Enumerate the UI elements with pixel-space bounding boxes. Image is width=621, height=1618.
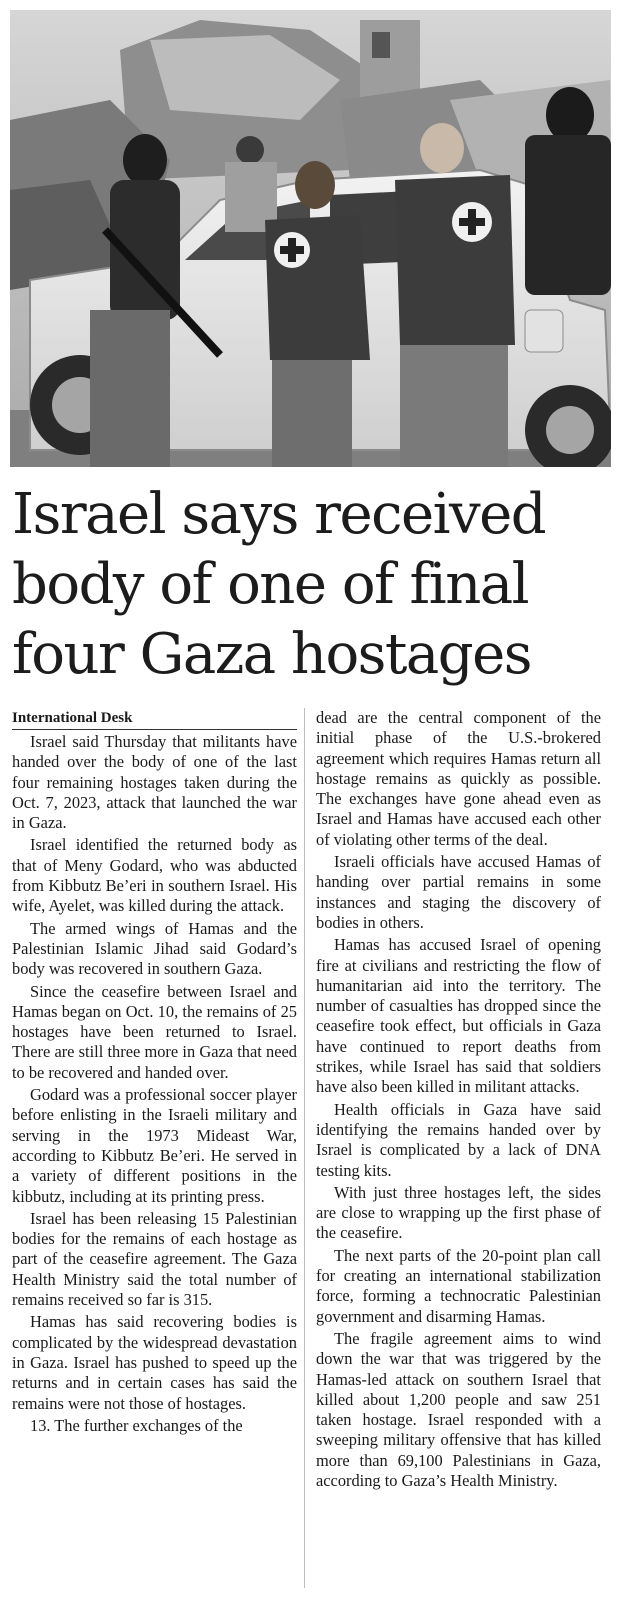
column-divider [304, 708, 305, 1588]
article-column-right [316, 708, 601, 1493]
paragraph: 13. The further exchanges of the [30, 1415, 243, 1435]
article-column-left [12, 708, 297, 1438]
byline: International Desk [12, 708, 297, 730]
paragraph: The armed wings of Hamas and the Palestinian Islamic Jihad said Godard’s body was recovered in southern Gaza. [12, 918, 297, 979]
paragraph: With just three hostages left, the sides are close to wrapping up the first phase of the ceasefire. [316, 1182, 601, 1243]
paragraph: dead are the central component of the initial phase of the U.S.-brokered agreement which requires Hamas return all hostage remains as quickly as possible. The exchanges have gone ahead even as Israel and Hamas have accused each other of violating other terms of the deal. [316, 708, 601, 849]
paragraph: Since the ceasefire between Israel and Hamas began on Oct. 10, the remains of 25 hostages have been returned to Israel. There are still three more in Gaza that need to be recovered and handed over. [12, 981, 297, 1082]
paragraph: Godard was a professional soccer player before enlisting in the Israeli military and serving in the 1973 Mideast War, according to Kibbutz Be’eri. He served in a variety of different positions in the kibbutz, including at its printing press. [12, 1085, 297, 1206]
paragraph: Health officials in Gaza have said identifying the remains handed over by Israel is complicated by a lack of DNA testing kits. [316, 1099, 601, 1180]
paragraph: Israel identified the returned body as that of Meny Godard, who was abducted from Kibbutz Be’eri in southern Israel. His wife, Ayelet, was killed during the attack. [12, 835, 297, 916]
paragraph: Israel has been releasing 15 Palestinian bodies for the remains of each hostage as part of the ceasefire agreement. The Gaza Health Ministry said the total number of remains received so far is 315. [12, 1208, 297, 1310]
headline: Israel says received body of one of final four Gaza hostages [12, 482, 546, 687]
paragraph: The fragile agreement aims to wind down the war that was triggered by the Hamas-led attack on southern Israel that killed about 1,200 people and saw 251 taken hostage. Israel responded with a sweeping military offensive that has killed more than 69,100 Palestinians in Gaza, according to Gaza’s Health Ministry. [316, 1328, 601, 1490]
paragraph: Hamas has accused Israel of opening fire at civilians and restricting the flow of humanitarian aid into the territory. The number of casualties has dropped since the ceasefire took effect, but officials in Gaza have continued to report deaths from strikes, while Israel has said that soldiers have also been killed in militant attacks. [316, 935, 601, 1097]
paragraph: Hamas has said recovering bodies is complicated by the widespread devastation in Gaza. Israel has pushed to speed up the returns and in certain cases has said the remains were not those of hostages. [12, 1312, 297, 1413]
paragraph: Israel said Thursday that militants have handed over the body of one of the last four remaining hostages taken during the Oct. 7, 2023, attack that launched the war in Gaza. [12, 732, 297, 833]
paragraph: The next parts of the 20-point plan call for creating an international stabilization force, forming a technocratic Palestinian government and disarming Hamas. [316, 1245, 601, 1326]
paragraph: Israeli officials have accused Hamas of handing over partial remains in some instances and staging the discovery of bodies in others. [316, 852, 601, 932]
news-photo [10, 10, 611, 467]
